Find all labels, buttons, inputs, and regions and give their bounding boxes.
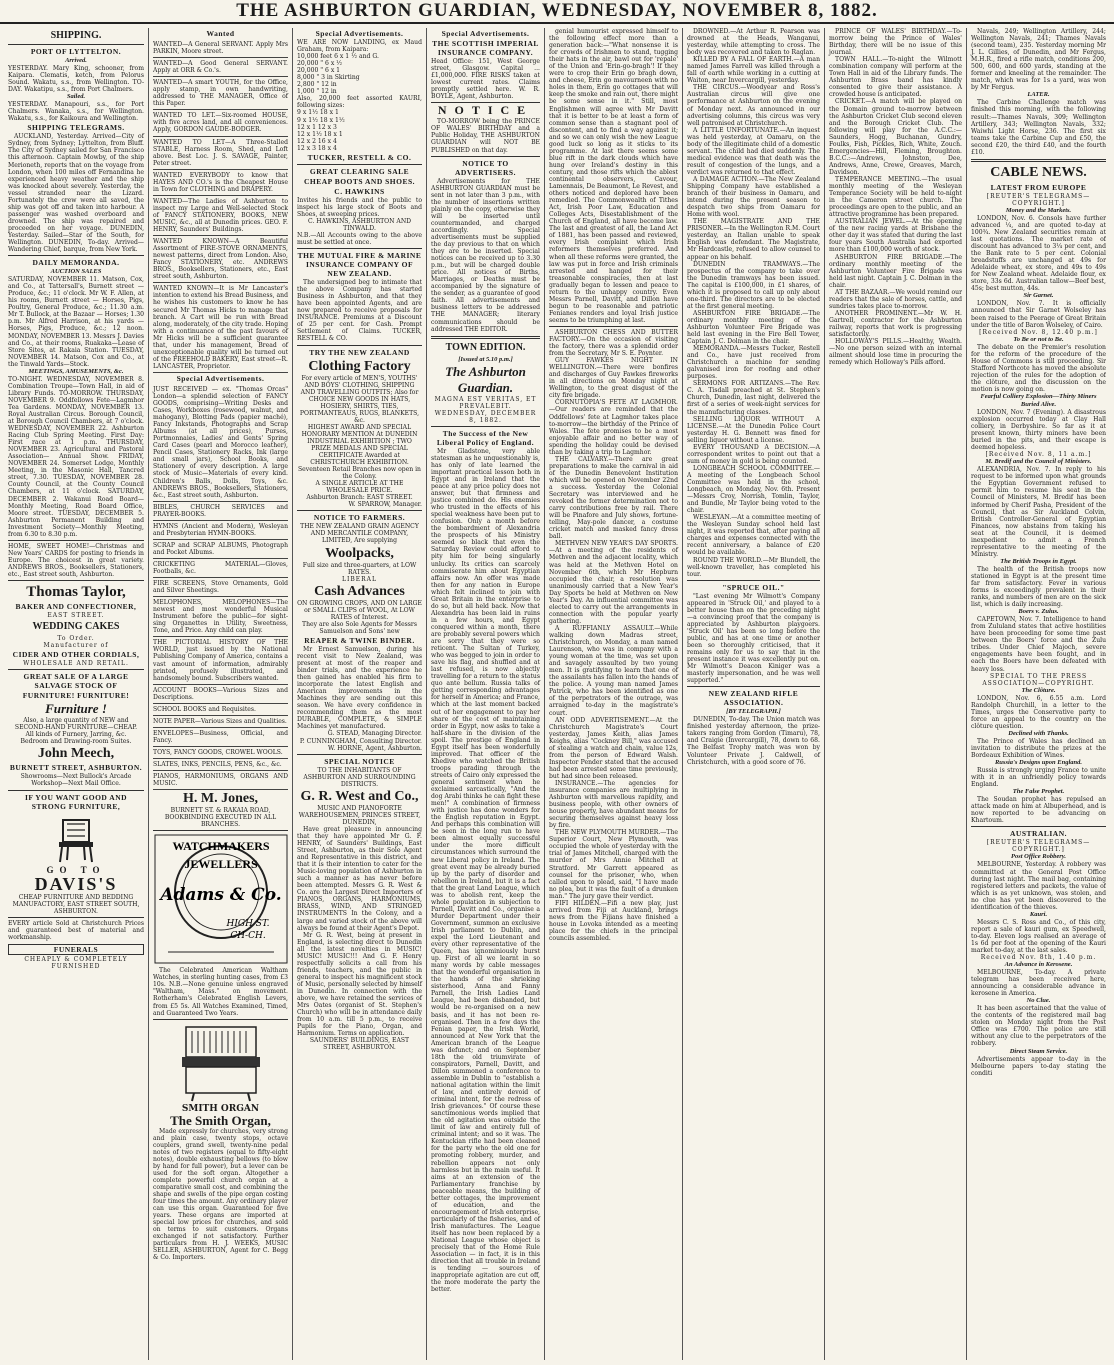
notice-body: TO-MORROW being the PRINCE OF WALES' BIRTHDAY and a Public Holiday, THE ASHBURTON GUARDIAN will NOT BE PUBLISHED on that day. bbox=[431, 118, 540, 154]
to-be-body: The debate on the Premier's resolution for the reform of the procedure of the House of Commons is still proceeding. Sir Stafford Northcote has moved the absolute rejection of the rules for the adoption of the clôture, and the discussion on the motion is now going on. bbox=[971, 343, 1106, 393]
timber-row: 2,800 " 12 in bbox=[297, 81, 337, 89]
kerosene-heading: An Advance in Kerosene. bbox=[1004, 961, 1073, 969]
single-article: A SINGLE ARTICLE AT THE WHOLESALE PRICE. bbox=[315, 480, 404, 495]
news-item: THE NEW PLYMOUTH MURDER.—The Superior Court, New Plymouth, was occupied the whole of yesterday with the trial of James Mitchell, charged with the murder of Mrs Annie Mitchell at Stratford. Mr Garrett appeared as counsel for the prisoner, who, when called upon to plead, said, "I have made no plea, but it was the fault of a drunken man." The jury gave their verdict. bbox=[549, 829, 678, 900]
post-robbery-body: MELBOURNE, Yesterday. A robbery was committed at the General Post Office during last night. The mail bag, containing registered letters and packets, the value of which is as yet unknown, was stolen, and no clue has yet been discovered to the identification of the thieves. bbox=[971, 861, 1106, 911]
cloture-body: LONDON, Nov. 6, 6.55 a.m. Lord Randolph Churchill, in a letter to the Times, urges the Conservative party to force an appeal to the country on the clôture question. bbox=[971, 694, 1106, 730]
meetings-body: TO-NIGHT. WEDNESDAY, NOVEMBER 8. Combination Troupe—Town Hall, in aid of Library Funds. TO-MORROW. THURSDAY, NOVEMBER 9. Oddfellows Fete—Lagmhor Tea Gardens. MONDAY, NOVEMBER 13. Royal Australian Circus. Borough Council, at Borough Council Chambers, at 7 o'clock. WEDNESDAY, NOVEMBER 22. Ashburton Racing Club Spring Meeting. First Day: First race at 1 p.m. THURSDAY, NOVEMBER 23. Agricultural and Pastoral Association— Annual Show. FRIDAY, NOVEMBER 24. Somerset Lodge, Monthly Meeting, in the Masonic Hall, Tancred street, 7.30. TUESDAY, NOVEMBER 28. County Council, at the County Council Chambers, at 11 o'clock. SATURDAY, DECEMBER 2. Wakanui Road Board—Monthly Meeting, Road Board Office, Moore street. TUESDAY, DECEMBER 5. Ashburton Permanent Building and Investment Society—Monthly Meeting, from 6.30 to 8.30 p.m. bbox=[8, 375, 144, 538]
high-st: HIGH ST. bbox=[225, 919, 270, 930]
great-clearing: GREAT CLEARING SALE bbox=[309, 166, 410, 176]
news-item: WESLEYAN.—At a committee meeting of the Wesleyan Sunday school held last night, it was reported that, after paying all charges and expenses connected with the recent anniversary, a balance of £20 would be available. bbox=[687, 514, 820, 557]
troops-body: The health of the British troops now stationed in Egypt is at the present time far from satisfactory. Fever in various forms is exceedingly prevalent in their ranks, and numbers of men are on the sick list, which is daily increasing. bbox=[971, 565, 1106, 609]
declined-body: The Prince of Wales has declined an invitation to distribute the prizes at the Bordeaux Exhibition of Wines. bbox=[971, 737, 1106, 759]
cash-advances: Cash Advances bbox=[314, 583, 405, 599]
wanted-ad-4 bbox=[153, 110, 288, 136]
seventeen-branches: Seventeen Retail Branches now open in the Colony. bbox=[297, 466, 421, 481]
news-item: EVERY THOUSAND A DECISION.—A correspondent writes to point out that a sum of money in gold is being counted. bbox=[687, 443, 820, 465]
taylor-name: Thomas Taylor, bbox=[26, 584, 126, 601]
woolpacks-sub: Full size and three-quarters, at LOW RATES. bbox=[302, 561, 417, 576]
column-6 bbox=[682, 28, 824, 1360]
wanted-ad-1 bbox=[153, 39, 288, 58]
received-note: [Received Nov. 8, 12.40 p.m.] bbox=[979, 328, 1098, 336]
wanted-text: WANTED—A Good General SERVANT. Apply at ORR & Co.'s. bbox=[153, 60, 288, 75]
to-order: To Order. bbox=[57, 635, 95, 643]
wedding-cakes: WEDDING CAKES bbox=[32, 621, 120, 633]
later-heading: LATER. bbox=[1027, 91, 1050, 99]
news-item: CORNUTOPIA'S FETE AT LAGMHOR.—Our readers are reminded that the Oddfellows' fete at Lagmhor takes place to-morrow—the birthday of the Prince of Wales. The fete promises to be a most enjoyable affair and no better way of spending the holiday could be devised than by taking a trip to Lagmhor. bbox=[549, 399, 678, 456]
special-notice: SPECIAL NOTICE bbox=[324, 756, 395, 766]
news-item: HOLLOWAY'S PILLS.—Healthy, Wealth.—No one person seized with an internal ailment should lose time in procuring the remedy which Holloway's Pills afford. bbox=[829, 338, 962, 367]
kauri-heading: Kauri. bbox=[1029, 910, 1048, 918]
account-books-text: ACCOUNT BOOKS—Various Sizes and Descriptions. bbox=[153, 686, 288, 701]
grain-agency: THE NEW ZEALAND GRAIN AGENCY AND MERCANTILE COMPANY, LIMITED, Are supplying bbox=[300, 523, 419, 545]
news-item: MEMORANDA.—Messrs Tucker, Restell and Co., have just received from Christchurch a machine for sending galvanised iron for roofing and other purposes. bbox=[687, 345, 820, 381]
wanted-ad-6 bbox=[153, 170, 288, 196]
column-3 bbox=[292, 28, 426, 1360]
adams-watchmakers-emblem bbox=[154, 834, 288, 964]
timber-row: 20,000 " 6 x 1 bbox=[297, 67, 341, 75]
timber-list bbox=[297, 53, 422, 95]
russia-body: Russia is strongly urging France to unite with it in an unfriendly policy towards England. bbox=[971, 767, 1106, 789]
stead-sig: G. STEAD, Managing Director. bbox=[327, 730, 422, 738]
news-item: INSURANCE.—The agencies for insurance companies are multiplying in Ashburton with marvellous rapidity, and business people, with other owners of house property, have abundant means for securing themselves against heavy loss by fire. bbox=[549, 779, 678, 830]
ch-ch: CH-CH. bbox=[229, 931, 266, 942]
wanted-ad-5 bbox=[153, 137, 288, 170]
bredif-body: ALEXANDRIA, Nov. 7. In reply to his request to be informed upon what grounds the Egyptian Government refused to permit him to resume his seat in the Council of Ministers, M. Bredif has been informed by Cherif Pasha, President of the Council, that as Sir Auckland Colvin, British Controller-General of Egyptian Finances, now abstains from taking his seat at the Council, it is deemed inexpedient to admit a French representative to the meeting of the Ministry. bbox=[971, 466, 1106, 558]
rifle-continued: Navals, 249; Wellington Artillery, 244; Wellington Navals, 241; Thames Navals (second team), 235. Yesterday morning Mr J. L. Gillies, of Dunedin, and Mr Fergus, M.H.R., fired a rifle match, conditions 200, 500, 600, and 600 yards, standing at the former and kneeling at the remainder. The match, which was for 1s a yard, was won by Mr Fergus. bbox=[971, 28, 1106, 92]
showrooms: Showrooms—Next Bullock's Arcade Workshop—Next Mail Office. bbox=[20, 773, 132, 788]
bedroom: Bedroom and Drawing-room Suites. bbox=[20, 738, 132, 746]
wanted-text: WANTED TO LET—A Three-Stalled STABLE, Harness Room, Shed, and Loft above. Best Loc. J. S. SAVAGE, Painter, Peter street. bbox=[153, 138, 288, 167]
rifle-association-heading: NEW ZEALAND RIFLE ASSOCIATION. bbox=[708, 689, 799, 708]
meetings-heading: MEETINGS, AMUSEMENTS, &c. bbox=[28, 367, 124, 375]
spruce-oil-body: "Last evening Mr Wilmott's Company appeared in 'Struck Oil,' and played to a better house than on the preceding night—a convincing proof that the company is appreciated by Ashburton playgoers. 'Struck Oil' has been so long before the public, and has at one time or another been so thoroughly criticised, that it remains only for us to say that in the present instance it was excellently put on. Mr Wilmott's Deacon Kiniger was a masterly impersonation, and he was well supported." bbox=[687, 592, 820, 685]
news-item: AUSTRALIAN JEWEL.—At the opening of the new racing yards at Brisbane the other day it was stated that during the last four years South Australia had exported more than £100,000 worth of stock. bbox=[829, 218, 962, 254]
news-item: KILLED BY A FALL OF EARTH.—A man named James Farrell was killed through a fall of earth while working in a cutting at Waiton, near Invercargill, yesterday. bbox=[687, 56, 820, 85]
chess-factory: ASHBURTON CHESS AND BUTTER FACTORY.—On the occasion of visiting the factory, there was a splendid order from the Secretary, Mr S. E. Poynter. bbox=[549, 328, 678, 358]
hawkins-body: Invites his friends and the public to inspect his large stock of Boots and Shoes, at sweeping prices. bbox=[297, 196, 422, 218]
smith-organ-illustration bbox=[176, 1023, 266, 1103]
news-item: AT THE BAZAAR.—We would remind our readers that the sale of horses, cattle, and sundries takes place to-morrow. bbox=[829, 288, 962, 310]
jones-name: H. M. Jones, bbox=[182, 791, 259, 807]
news-item: ASHBURTON FIRE BRIGADE.—The ordinary monthly meeting of the Ashburton Volunteer Fire Brigade was held last evening in the Fire Bell Tower, Captain J. C. Dolman in the chair. bbox=[687, 309, 820, 346]
arrived-heading: Arrived. bbox=[65, 57, 87, 64]
news-item: THE CIRCUS.—Woodyear and Ross's Australian circus will give one performance at Ashburton on the evening of Monday next. As announced in our advertising columns, this circus was very well patronised at Christchurch. bbox=[687, 84, 820, 127]
sparrow-sig: W. SPARROW, Manager. bbox=[348, 501, 422, 509]
notice-farmers: NOTICE TO FARMERS. bbox=[313, 513, 406, 523]
town-edition-heading: TOWN EDITION. bbox=[445, 341, 526, 353]
melophones-text: MELOPHONES, MELOPHONES—The newest and most wonderful Musical Instrument before the public—for sight-sing Organettes in Utility, Sweetness, Tone, and Price. Any child can play. bbox=[153, 599, 288, 635]
masthead bbox=[0, 0, 1114, 24]
bibles-text: BIBLES, CHURCH SERVICES and PRAYER-BOOKS. bbox=[153, 503, 288, 518]
by-telegraph: [BY TELEGRAPH.] bbox=[726, 708, 781, 716]
meech-name: John Meech, bbox=[37, 746, 115, 762]
smith-organ-caption: SMITH ORGAN bbox=[181, 1103, 260, 1114]
taylor-street: EAST STREET. bbox=[47, 612, 105, 620]
pianos-ad bbox=[153, 771, 288, 790]
news-item: ASHBURTON FIRE BRIGADE.—The ordinary monthly meeting of the Ashburton Volunteer Fire Brigade was held last night. Captain J. C. Dolman in the chair. bbox=[829, 253, 962, 289]
funerals: FUNERALS bbox=[8, 944, 144, 955]
direct-steam-heading: Direct Steam Service. bbox=[1009, 1047, 1068, 1055]
timber-row: 1,000 " 12 in bbox=[297, 88, 337, 96]
sailed-body: YESTERDAY. Manapouri, s.s., for Port Chalmers. Wanaka, s.s., for Wellington. Wakatu, s.s., for Kaikoura and Wellington. bbox=[8, 101, 144, 123]
toys-ad bbox=[153, 747, 288, 759]
leader-continued: genial humourist expressed himself to the following effect more than a generation back:—"What nonsense it is for crowds of Irishmen to stand, tugging their hats in the air, bawl out for 'repale' of the Union and 'Erin-go-bragh'! If they were to crop their Erin go bragh down, and cheese, Erin go mavourneen with no holes in them, Erin go cottages that will keep the smoke and rain out, there might be some sense in it." Still, most Englishmen will agree with Mr Davitt that it is better to be at least a form of common sense than a stagnant pool of discontent, and to find a way against it; and so we can only wish the new League good luck so long as it sticks to its programme. At last there seems some blue rift in the dark clouds which have hung over Ireland's destiny in this century, and those rifts which the ablest continental observers, Cavour, Lamennais, De Beaumont, Le Revest, and others noticed and deplored have been remedied. The Commonwealth of Tithes Act, Irish Poor Law, Education and Colleges Acts, Disestablishment of the Church of England, all have become law. The last and greatest of all, the Land Act of 1881, has been passed and reviewed, every Irish complaint which Irish reformers themselves preferred. And when all these reforms were granted, the law was put in force and Irish criminals arrested and hanged for their treasonable conspiracies, then at last gradually began to lessen and peace to return to the unhappy country. Even Messrs Parnell, Davitt, and Dillon have begun to be reasonable and patriotic Fenianes renders and loyal Irish justice seems to be triumphing at last. bbox=[549, 28, 679, 324]
wholesale: WHOLESALE AND RETAIL. bbox=[23, 660, 129, 668]
newspaper-page bbox=[8, 28, 1106, 1360]
note-paper-text: NOTE PAPER—Various Sizes and Qualities. bbox=[153, 717, 287, 725]
try-nz: TRY THE NEW ZEALAND bbox=[309, 347, 410, 357]
furniture-heading: FURNITURE! FURNITURE! bbox=[22, 691, 130, 701]
watchmakers-arc: WATCHMAKERS bbox=[171, 839, 270, 854]
timber-row: 12 x 2 16 x 4 bbox=[297, 137, 337, 145]
special-ads-heading: Special Advertisements. bbox=[441, 29, 530, 38]
special-ads-heading: Special Advertisements. bbox=[176, 373, 265, 383]
pictorial-ad bbox=[153, 637, 288, 684]
daily-memoranda-heading: DAILY MEMORANDA. bbox=[32, 258, 120, 268]
wanted-text: WANTED—A smart YOUTH, for the Office, apply stamp, in own handwriting, addressed to THE MANAGER, Office of this Paper. bbox=[153, 79, 288, 108]
timber-note: Also, 20,000 feet assorted KAURI, following sizes: bbox=[297, 95, 422, 110]
landing-text: WE ARE NOW LANDING, ex Maud Graham, from Kaipara: bbox=[297, 39, 422, 54]
column-5 bbox=[544, 28, 682, 1360]
timber-sizes bbox=[297, 109, 422, 151]
jones-sub: BURNETT ST. & RAKAIA ROAD, BOOKBINDING EXECUTED IN ALL BRANCHES. bbox=[164, 807, 277, 829]
ashburton-branch: Ashburton Branch: EAST STREET. bbox=[306, 494, 413, 502]
taylor-trade: BAKER AND CONFECTIONER, bbox=[15, 602, 137, 612]
column-4 bbox=[426, 28, 544, 1360]
school-books-text: SCHOOL BOOKS and Requisites. bbox=[153, 705, 256, 713]
wanted-text: WANTED KNOWN—It is Mr Lancaster's intention to extend his Bread Business, and he wishes his customers to know he has secured Mr Thomas Hicks to manage that branch. A Cart will be run with Bread along, moderately, of the city trade. Hoping with a continuance of the past favours of Mr Hicks will be a sufficient guarantee that, under his management, Bread of unexceptionable quality will be turned out of the FREEHOLD BAKERY, East street—R. LANCASTER, Proprietor. bbox=[153, 285, 288, 370]
furniture-display: Furniture ! bbox=[45, 701, 107, 717]
west-sub: MUSIC AND PIANOFORTE WAREHOUSEMEN, PRINCES STREET, DUNEDIN, bbox=[298, 804, 421, 826]
troops-heading: The British Troops in Egypt. bbox=[1000, 557, 1077, 565]
mutual-body: The undersigned beg to intimate that the above Company has started Business in Ashburton, and that they have been appointed Agents, and are now prepared to receive proposals for INSURANCE. Premiums at a Discount of 25 per cent. for Cash. Prompt Settlement of Claims. TUCKER, RESTELL & CO. bbox=[297, 279, 422, 343]
news-item: ANOTHER PROMINENT.—Mr W. H. Gartrell, contractor for the Ashburton railway, reports that work is progressing satisfactorily. bbox=[829, 309, 962, 339]
wanted-ad-3 bbox=[153, 77, 288, 110]
kauri-body: Messrs C. S. Ross and Co., of this city, report a sale of kauri gum, ex Speedwell, to-day. Eleven logs realised an average of 1s 6d per foot at the opening of the Kauri market to-day, at the last sales. bbox=[971, 918, 1106, 954]
auction-heading: AUCTION SALES bbox=[50, 268, 102, 276]
money-markets-body: LONDON, Nov. 6. Consols have further advanced ¼, and are quoted to-day at 100¾. New Zealand securities remain at last quotations. The market rate of discount has advanced to 3¼ per cent, and the Bank rate to 5 per cent. Colonial breadstuffs are unchanged at 49s for Adelaide wheat, ex store, and 49s to 49s for New Zealand wheat. Adelaide flour, ex store, 33s 6d. Australian tallow—Beef best, 45s; best mutton, 44s. bbox=[971, 214, 1106, 293]
news-item: AN ODD ADVERTISEMENT.—At the Christchurch Magistrate's Court yesterday, James Keith, alias James Keighs, alias "Cockney Bill," was accused of stealing a watch and chain, value 12s, from the person of Edward Walsh. Inspector Pender stated that the accused had been arrested some time previously, but had since been released. bbox=[549, 716, 678, 780]
cricketing-ad bbox=[153, 559, 288, 578]
wanted-heading: Wanted bbox=[206, 29, 235, 38]
colliery-heading: Fearful Colliery Explosion—Thirty Miners Buried Alive. bbox=[980, 392, 1097, 408]
shipping-heading: SHIPPING. bbox=[50, 30, 102, 41]
waltham-text: The Celebrated American Waltham Watches, in sterling hunting cases, from £3 10s. N.B.—None genuine unless engraved "Waltham, Mass." on movement. Rotherham's Celebrated English Levers, from £5 5s. All Watches Examined, Timed, and Guaranteed Two Years. bbox=[153, 967, 288, 1017]
news-item: A DAMAGE ACTION.—The New Zealand Shipping Company have established a branch of their business in Oamaru, and intend during the present season to despatch two ships from Oamaru for Home with wool. bbox=[687, 175, 820, 219]
slates-ad bbox=[153, 759, 288, 771]
sailed-heading: Sailed. bbox=[66, 93, 86, 101]
cheap-boots: CHEAP BOOTS AND SHOES. bbox=[303, 176, 416, 186]
sir-garnet-body: LONDON, Nov. 7. It is officially announced that Sir Garnet Wolseley has been raised to the Peerage of Great Britain under the title of Baron Wolseley, of Cairo. bbox=[971, 300, 1106, 329]
news-item: FIFI HILDEN.—Fifi a new play, just arrived from Fiji at Auckland, brings news from the Fijians have finished a house in Lovoka intended as a meeting place for the chiefs in the principal councils assembled. bbox=[549, 899, 678, 942]
timber-row: 12 x 1½ 18 x 1 bbox=[297, 130, 343, 138]
notice-advertisers-heading: NOTICE TO ADVERTISERS. bbox=[455, 158, 516, 177]
meech-address: BURNETT STREET, ASHBURTON. bbox=[9, 763, 143, 773]
davis-name: DAVIS'S bbox=[34, 873, 118, 894]
note-paper-ad bbox=[153, 716, 288, 728]
news-item: PRINCE OF WALES' BIRTHDAY.—To-morrow being the Prince of Wales' Birthday, there will be no issue of this journal. bbox=[829, 28, 962, 57]
cable-news-heading: CABLE NEWS. bbox=[990, 164, 1087, 180]
hawkins-sig: C. HAWKINS, ASHBURTON AND TINWALD. bbox=[307, 217, 412, 232]
timber-row: 8,000 " 3 in Skirting bbox=[297, 74, 360, 82]
slates-text: SLATES, INKS, PENCILS, PENS, &c., &c. bbox=[153, 760, 282, 768]
clothing-factory: Clothing Factory bbox=[308, 358, 411, 374]
wanted-text: WANTED KNOWN—A Beautiful Assortment of FIRE-STOVE ORNAMENTS, newest patterns, direct from London. Also, Fancy STATIONERY, etc. ANDREWS BROS., Booksellers, Stationers, etc., East street south, Ashburton. bbox=[153, 238, 288, 281]
if-you-want: IF YOU WANT GOOD AND STRONG FURNITURE, bbox=[24, 792, 128, 811]
toys-text: TOYS, FANCY GOODS, CROWEL WOOLS. bbox=[153, 748, 283, 756]
news-item: LONGBEACH SCHOOL COMMITTEE.—A meeting of the Longbeach School Committee was held in the school, Longbeach, on Monday, Nov. 6th. Present—Messrs Croy, Norrish, Tomlin, Taylor, and Bundle, Mr Taylor being voted to the chair. bbox=[687, 464, 820, 515]
bredif-heading: M. Bredif and the Council of Ministers. bbox=[985, 458, 1092, 466]
leader-body: Mr Gladstone, very able statesman as he unquestionably is, has only of late learned the important practical lesson both in Egypt and in Ireland that the peace at any price policy does not answer, but that firmness and justice combined do. His enemies who trusted in the effects of his special weakness have been put to confusion. Only a month before the bombardment of Alexandria the prospects of his Ministry seemed so black that even the Saturday Review could afford to pity him for being singularly unlucky. Its critics can scarcely commiserate him about Egyptian affairs now. An offer was made then for any nation in Europe which felt inclined to join with Great Britain in the enterprise to do so, but all held back. Now that Alexandria has been laid in ruins in a few hours, and Egypt conquered within a month, there are probably several powers which are sorry that they were so reticent. The Sultan of Turkey, who was begged to join in order to save his flag, and shuffled and at last refused, is now abjectly travelling for a return to the status quo ante bellum. Russia talks of getting corresponding advantages for herself in America; and France, which at the last moment backed out of her engagement to pay her share of the cost of maintaining order in Egypt, now asks to take a half-share in the division of the spoil. The prestige of England in Egypt itself has been wonderfully improved. That officer of the Khedive who watched the British troops parading through the streets of Cairo only expressed the general sentiment when he exclaimed sarcastically, "And the dog Arabi thinks he can fight these men!" A combination of firmness with justice has done wonders for the English reputation in Egypt. And perhaps this combination will be seen in the long run to have been almost equally successful under the more difficult circumstances which surround the new Liberal policy in Ireland. The great event may be already buried up by the party of disorder and rebellion in Ireland, but it is a fact that the great Land League, which was to abolish rent, keep the whole population in subjection to Parnell, Davitt and Co., organise a Murder Department under their Government, summon an exclusive Irish parliament to Dublin, and expel the Lord Lieutenant and every other representative of the Queen, has ignominiously burst up. First of all we learnt in so many words by cable messages that the wonderful organisation in the hands of the shrieking sisterhood, Anna and Fanny Parnell, the Irish Ladies Land League, had been disbanded, but would be re-organised on a new basis, and it has not been re-organised. Then in a few days the Fenian paper, the Irish World, announced at New York that the American branch of the League was defunct; and on September 18th the old triumvirate of conspirators, Parnell, Davitt, and Dillon summoned a conference to assemble in Dublin to "establish a national agitation within the limit of law, and entirely devoid of criminal intent, for the redress of Irish grievances." Of course these sanctimonious words implied that the old agitation was outside the limit of law and entirely full of criminal intent; and so it was. The Kentuckian rifle had been cleaned for the party who the old one for promoting robbery, murder, and rebellion appears not only harmless but in the main useful. It aims at an extension of the Parliamentary franchise by peaceable means, the building of better cottages, the improvement of education, and the encouragement of Irish enterprise, particularly of the fisheries, and of Irish manufactures. The League itself has now been replaced by a National League whose object is precisely that of the Home Rule Association — in fact, it is in this direction that all trouble in Ireland is tending — sources of inappropriate agitation are cut off, the more moderate the party the better. bbox=[431, 447, 540, 1294]
wanted-ad-2 bbox=[153, 58, 288, 77]
pianos-text: PIANOS, HARMONIUMS, ORGANS AND MUSIC. bbox=[153, 773, 288, 788]
port-heading: PORT OF LYTTELTON. bbox=[30, 47, 122, 56]
wanted-text: WANTED TO LET.—Six-roomed HOUSE, with five acres land, and all conveniences. Apply, GORDON GAUDE-BODGER. bbox=[153, 112, 288, 134]
wanted-text: WANTED—The Ladies of Ashburton to inspect my Large and Well-selected Stock of FANCY STATIONERY, BOOKS, NEW MUSIC, &c., all at Dunedin prices. GEO. F. HENRY, Saunders' Buildings. bbox=[153, 197, 288, 234]
hymns-text: HYMNS (Ancient and Modern), Wesleyan and Presbyterian HYMN-BOOKS. bbox=[153, 522, 288, 537]
boers-heading: Boers v. Zulus. bbox=[1018, 608, 1059, 616]
news-item: THE CALVARY.—There are great preparations to make the carnival in aid of the Dunedin Benevolent Institution which will be opened on November 22nd a success. Yesterday the Colonial Secretary was interviewed and he revoked the former determination not to carry contributions free by rail. There will be Pinafore and July shows, fortune-telling, May-pole dancer, a costume cricket match and masked fancy dress ball. bbox=[549, 455, 678, 541]
column-7 bbox=[824, 28, 966, 1360]
boers-body: CAPETOWN, Nov. 7. Intelligence to hand from Zululand states that active hostilities have been proceeding for some time past between the Boers' force and the Zulu tribes. Under Chief Majoch, severe engagements have been fought, and in each the Boers have been defeated with heavy loss. bbox=[971, 616, 1106, 673]
guardian-title: The Ashburton Guardian. bbox=[445, 363, 526, 395]
school-books-ad bbox=[153, 704, 288, 716]
smith-organ-body: Made expressly for churches, very strong and plain case, twenty stops, octave couplers, grand swell, twenty-nine pedal notes of two registers (equal to fifty-eight notes), double exhausting bellows (to blow by hand for full power), but a lever can be used for the soft organ. Altogether a complete powerful church organ at a comparative small cost, and combining the shape and swells of the pipe organ costing four times the amount. Any ordinary player can use this organ. Guaranteed for five years. These organs are imported at special low prices for churches, and sold on terms to suit customers. Organs exchanged if not satisfactory. Further particulars from H. J. WEEKS, MUSIC SELLER, ASHBURTON, Agent for C. Begg & Co. Importers. bbox=[153, 1127, 288, 1262]
scrap-text: SCRAP and SCRAP ALBUMS, Photograph and Pocket Albums. bbox=[153, 541, 288, 556]
column-2 bbox=[148, 28, 292, 1360]
jewellers-label: JEWELLERS bbox=[183, 857, 258, 872]
fire-screens-ad bbox=[153, 578, 288, 597]
declined-heading: Declined with Thanks. bbox=[1008, 729, 1069, 737]
samuelson-text: Mr Ernest Samuelson, during his recent visit to New Zealand, was present at most of the reaper and binder trials, and the experience he then gained has enabled his firm to incorporate the latest English and American improvements in the Machines they are sending out this season. We have every confidence in recommending them as the most DURABLE, COMPLETE, & SIMPLE Machines yet manufactured. bbox=[297, 645, 422, 731]
shipping-telegrams-heading: SHIPPING TELEGRAMS. bbox=[27, 123, 125, 133]
reuters-copyright-2: [REUTER'S TELEGRAMS—COPYRIGHT.] bbox=[986, 839, 1091, 854]
mutual-heading: THE MUTUAL FIRE & MARINE INSURANCE COMPANY OF NEW ZEALAND. bbox=[297, 251, 422, 279]
column-8 bbox=[966, 28, 1106, 1360]
received-note-3: Received Nov. 8th, 1.40 p.m. bbox=[980, 954, 1097, 962]
just-received-text: JUST RECEIVED — ex. "Thomas Orcas" London—a splendid selection of FANCY GOODS, comprising—Writing Desks and Cases, Workboxes (rosewood, walnut, and mahogany), Blotting Pads (papier maché), Fancy Inkstands, Photographs and Scrap Albums (at all prices), Purses, Portmonnaies, Ladies' and Gents' Spring Card Cases (pearl and Morocco leather), Pencil Cases, Stationery Racks, Ink (large and small jars), School Books, and Stationery of every description. A large stock of Music—Materials of every kind. Children's Balls, Dolls, Toys, &c. ANDREWS BROS., Booksellers, Stationers, &c., East street south, Ashburton. bbox=[153, 385, 288, 499]
clothing-body: For every article of MEN'S, YOUTHS' AND BOYS' CLOTHING, SHIPPING AND TRAVELLING OUTFITS; Also for CHOICE NEW GOODS IN HATS, HOSIERY, SHIRTS, TIES, PORTMANTEAUS, RUGS, BLANKETS, &c. bbox=[299, 374, 420, 424]
false-prophet-body: The Soudan prophet has repulsed an attack made on him at Albuperhead, and is now reported to be advancing on Khartoum. bbox=[971, 796, 1106, 825]
hawkins-nb: N.B.—All Accounts owing to the above must be settled at once. bbox=[297, 231, 422, 247]
cricketing-text: CRICKETING MATERIAL—Gloves, Footballs, &c. bbox=[153, 560, 288, 575]
highest-award: HIGHEST AWARD AND SPECIAL HONORARY MENTION At DUNEDIN INDUSTRIAL EXHIBITION ; TWO PRIZE MEDALS AND SPECIAL CERTIFICATE Awarded at CHRISTCHURCH EXHIBITION. bbox=[301, 423, 418, 467]
timber-row: 20,000 " 6 x ½ bbox=[297, 60, 343, 68]
news-item: SERMONS FOR ARTIZANS.—The Rev. C. A. Tisdall preached at St. Stephen's Church, Dunedin, last night, delivered the first of a series of week-night services for the manufacturing classes. bbox=[687, 380, 820, 416]
masthead-title: THE ASHBURTON GUARDIAN, WEDNESDAY, NOVEMBER 8, 1882. bbox=[236, 0, 878, 21]
envelopes-ad bbox=[153, 728, 288, 747]
pictorial-text: THE PICTORIAL HISTORY OF THE WORLD, just issued by the National Publishing Company of America, contains a vast amount of information, admirably printed, profusely illustrated, and handsomely bound. Subscribers wanted. bbox=[153, 639, 288, 682]
issued-at: [Issued at 5.10 p.m.] bbox=[458, 355, 513, 363]
west-body: Have great pleasure in announcing that they have appointed Mr G. F. HENRY, of Saunders' Buildings, East Street, Ashburton, as their Sole Agent and Representative in this district, and that it is their intention to cater for the Music-loving population of Ashburton in such a manner as has never before been attempted. Messrs G. R. West & Co. are the Largest Direct Importers of PIANOS, ORGANS, HARMONIUMS, BRASS, WIND, AND STRINGED INSTRUMENTS In the Colony, and a large and varied stock of the above will always be found at their Agent's Depot. bbox=[297, 825, 422, 932]
special-ads-heading: Special Advertisements. bbox=[315, 29, 404, 38]
also-new: Also, a large quantity of NEW and SECOND-HAND FURNITURE—CHEAP. bbox=[14, 717, 138, 732]
arrived-body: YESTERDAY. Mary King, schooner, from Kaipara. Clematis, ketch, from Pelorus Sound. Wakatu, s.s., from Wellington. TO-DAY. Wakatipu, s.s., from Port Chalmers. bbox=[8, 65, 144, 94]
west-name: G. R. West and Co., bbox=[300, 788, 419, 804]
chair-illustration bbox=[41, 814, 111, 864]
sole-agents: They are also Sole Agents for Messrs Samuelson and Sons' new bbox=[302, 620, 417, 635]
kerosene-body: MELBOURNE, To-day. A private telegram has been received here, announcing a considerable advance in kerosene in America. bbox=[971, 969, 1106, 998]
horne-sig: W. HORNE, Agent, Ashburton. bbox=[328, 744, 422, 752]
money-markets-heading: Money and the Markets. bbox=[1005, 206, 1072, 214]
wanted-ad-9 bbox=[153, 283, 288, 373]
australian-heading: AUSTRALIAN. bbox=[1010, 829, 1067, 839]
timber-row: 9 x 1½ 18 x 1 bbox=[297, 109, 339, 117]
envelopes-text: ENVELOPES—Business, Official, and Fancy. bbox=[153, 729, 288, 744]
news-item: A LITTLE UNFORTUNATE.—An inquest was held yesterday, at Oamaru, on the body of the illegitimate child of a domestic servant. The child had died suddenly. The medical evidence was that death was the result of congestion of the lungs, and a verdict was returned to that effect. bbox=[687, 126, 820, 176]
to-inhabitants: TO THE INHABITANTS OF ASHBURTON AND SURROUNDING DISTRICTS. bbox=[303, 766, 416, 788]
account-books-ad bbox=[153, 685, 288, 704]
received-note-2: [Received Nov. 8, 11 a.m.] bbox=[985, 451, 1092, 459]
home-sweet-home-ad: HOME, SWEET HOME!—Christmas and New Years' CARDS for posting to friends in Europe. The choicest in great variety. ANDREWS BROS., Booksellers, Stationers, etc., East street south, Ashburton. bbox=[8, 542, 144, 578]
davis-body: CHEAP FURNITURE AND BEDDING MANUFACTORY, EAST STREET SOUTH, ASHBURTON. bbox=[12, 893, 140, 915]
shipping-telegrams-body: AUCKLAND, Yesterday. Arrived—City of Sydney, from Sydney; Lyttelton, from Bluff. The City of Sydney sailed for San Francisco this afternoon. Captain Mowby, of the ship Merioneth, reports that on the voyage from London, when 100 miles off Fernandina he experienced heavy weather and the ship was knocked about severely. Yesterday, the vessel stranded near the Lizard. Fortunately the crew were all saved, the ship was got off and taken into harbour. A passenger was washed overboard and drowned. The ship was repaired and proceeded on her voyage. DUNEDIN, Yesterday. Sailed—Star of the South, for Wellington. DUNEDIN, To-day. Arrived—Wandering Chief, barque, from New York. bbox=[8, 133, 144, 254]
smith-organ-title: The Smith Organ, bbox=[170, 1112, 271, 1128]
to-be-heading: To Be or not to Be. bbox=[1013, 335, 1064, 343]
woolpacks: Woolpacks, bbox=[325, 545, 394, 561]
colliery-body: LONDON, Nov. 7 (Evening). A disastrous explosion occurred today at Clay Hall colliery, in Derbyshire. So far as it at present known, thirty miners have been buried in the pits, and their escape is deemed hopeless. bbox=[971, 408, 1106, 452]
manufacturer: Manufacturer of bbox=[43, 642, 109, 650]
news-item: THE MAGISTRATE AND THE PRISONER.—In the Wellington R.M. Court yesterday, an Italian unable to speak English was defendant. The Magistrate, Mr Hardcastle, refused to allow counsel to appear on his behalf. bbox=[687, 218, 820, 261]
cunningham-sig: P. CUNNINGHAM, Consulting Director. bbox=[299, 737, 422, 745]
cloture-heading: The Clôture. bbox=[1021, 686, 1056, 694]
news-item: TOWN HALL.—To-night the Wilmott combination company will perform at the Town Hall in aid of the Library funds. The Ashburton Brass band has kindly consented to give their assistance. A crowded house is anticipated. bbox=[829, 56, 962, 99]
all-kinds: All kinds of Furnery, Jarring, &c. bbox=[25, 731, 127, 739]
timber-row: 10,000 feet 6 x 1 ½ and G. bbox=[297, 53, 379, 61]
column-1 bbox=[8, 28, 148, 1360]
every-article: EVERY article Sold at Christchurch Prices and guaranteed best of material and workmanship. bbox=[8, 919, 144, 941]
spruce-oil-heading: "SPRUCE OIL." bbox=[722, 582, 785, 592]
cash-sub: ON GROWING CROPS, AND ON LARGE or SMALL CLIPS of WOOL, At LOW RATES of Interest. bbox=[297, 599, 422, 621]
adams-script: Adams & Co. bbox=[159, 885, 282, 906]
reaper-binder: REAPER & TWINE BINDER. bbox=[304, 635, 415, 645]
wanted-text: WANTED—A General SERVANT. Apply Mrs PARKIN, Moore street. bbox=[153, 41, 288, 56]
news-item: TEMPERANCE MEETING.—The usual monthly meeting of the Wesleyan Temperance Society will be held to-night in the Cameron street church. The proceedings are open to the public, and an attractive programme has been prepared. bbox=[829, 175, 962, 219]
cider: CIDER AND OTHER CORDIALS, bbox=[12, 650, 140, 660]
news-item: DROWNED.—At Arthur R. Pearson was drowned at the Heads, Wanganui, yesterday, while attempting to cross. The body was recovered and taken to Raglan. bbox=[687, 28, 820, 57]
motto: MAGNA EST VERITAS, ET PREVALEBIT. bbox=[434, 395, 537, 410]
scrap-ad bbox=[153, 540, 288, 559]
timber-row: 12 x 3 18 x 4 bbox=[297, 144, 337, 152]
notice-advertisers-body: Advertisements for THE ASHBURTON GUARDIAN must be sent in not later than 3 p.m., with the number of insertions written plainly on the copy, otherwise they will be inserted until countermanded, and charged accordingly. Special advertisements must be supplied the day previous to that on which they are to be inserted. Special notices can be received up to 3.30 p.m., but will be charged double price. All notices of Births, Marriages, or Deaths must be accompanied by the signature of the sender, as a guarantee of good faith. All advertisements and business letters to be addressed THE MANAGER; literary communications should be addressed THE EDITOR. bbox=[431, 177, 540, 333]
wanted-ad-7 bbox=[153, 196, 288, 236]
just-received-ad bbox=[153, 384, 288, 502]
timber-row: 9 x 1½ 18 x 1½ bbox=[297, 116, 345, 124]
edition-date: WEDNESDAY, DECEMBER 8, 1882. bbox=[434, 409, 537, 424]
timber-row: 12 x 1 12 x 3 bbox=[297, 123, 337, 131]
bibles-ad bbox=[153, 502, 288, 521]
scottish-body: Head Office: 151, West George street, Glasgow. Capital ... £1,000,000. FIRE RISKS taken at lowest current rates. Claims promptly settled here. W. R. BOYLE, Agent, Ashburton. bbox=[431, 58, 540, 101]
news-item: A RUFFIANLY ASSAULT.—While walking down Madras street, Christchurch, on Monday, a man named Laurenson, who was in company with a young woman at the time, was set upon and savagely assaulted by two young men. It is gratifying to learn that one of the assailants has fallen into the hands of the police. A young man named James Patrick, who has been identified as one of the perpetrators of the outrage, was arraigned to-day in the magistrate's court. bbox=[549, 624, 678, 717]
russia-heading: Russia's Designs upon England. bbox=[994, 759, 1083, 767]
hawkins-name: C. HAWKINS bbox=[334, 186, 385, 196]
false-prophet-heading: The False Prophet. bbox=[1012, 788, 1065, 796]
no-clue-heading: No Clue. bbox=[1026, 997, 1051, 1005]
sir-garnet-heading: Sir Garnet. bbox=[1023, 292, 1054, 300]
news-item: CRICKET.—A match will be played on the Domain ground to-morrow between the Ashburton Cricket Club second eleven and the Borough Cricket Club. The following will play for the A.C.C.:—Saunders, Hogg, Buchanan, Gundry, Foulks, Fish, Pickles, Rich, White, Zouch. Emergencies—Hill, Fleming, Broughton. B.C.C.:—Andrews, Johnston, Dee, Andrews, Anne, Crewe, Greaves, March, Davidson. bbox=[829, 98, 962, 176]
henry-text: Mr G. R. West, being at present in England, is selecting direct to Dunedin all the latest novelties in MUSIC! MUSIC! MUSIC!!! And G. F. Henry respectfully solicits a call from his friends, teachers, and the public in general to inspect his magnificent stock of Music, personally selected by himself in Dunedin. In connection with the above, we have retained the services of Mrs Oates (organist of St. Stephen's Church) who will be in attendance daily from 10 a.m. till 5 p.m., to receive Pupils for the Piano, Organ, and Harmonium. Terms on application. bbox=[297, 931, 422, 1038]
fire-screens-text: FIRE SCREENS, Stove Ornaments, Gold and Silver Sheetings. bbox=[153, 580, 288, 595]
news-item: GUY FAWKES NIGHT IN WELLINGTON.—There were bonfires and discharges of Guy Fawkes fireworks in all directions on Monday night at Wellington, to the great disgust of the city fire brigade. bbox=[549, 357, 678, 400]
saunders-sig: SAUNDERS' BUILDINGS, EAST STREET, ASHBURTON. bbox=[309, 1037, 410, 1052]
hymns-ad bbox=[153, 521, 288, 540]
notice-heading: NOTICE bbox=[437, 103, 534, 118]
scottish-heading: THE SCOTTISH IMPERIAL INSURANCE COMPANY. bbox=[432, 39, 539, 57]
go-to: GO TO bbox=[46, 864, 106, 875]
liberal: LIBERAL bbox=[342, 575, 377, 583]
melophones-ad bbox=[153, 597, 288, 637]
special-press: SPECIAL TO THE PRESS ASSOCIATION—COPYRIGHT. bbox=[982, 672, 1095, 687]
direct-steam-body: Advertisements appear to-day in the Melbourne papers to-day stating the conditi bbox=[971, 1055, 1106, 1077]
rifle-association-body: DUNEDIN, To-day. The Union match was finished yesterday afternoon, the prize-takers ranging from Gordon (Timaru), 78, and Craigie (Invercargill), 78, down to 68. The Belfast Trophy match was won by Volunteer Private J. Caldwell, of Christchurch, with a good score of 76. bbox=[687, 716, 820, 766]
latest-from-europe: LATEST FROM EUROPE bbox=[990, 182, 1087, 192]
news-item: METHVEN NEW YEAR'S DAY SPORTS.—At a meeting of the residents of Methven and the adjacent locality, which was held at the Methven Hotel on November 6th, which Mr Hepburn occupied the chair, a resolution was unanimously carried that a New Year's Day Sports be held at Methven on New Year's Day. An influential committee was elected to carry out the arrangements in connection with the popular yearly gathering. bbox=[549, 540, 678, 625]
funerals-sub: CHEAPLY & COMPLETELY FURNISHED bbox=[24, 955, 128, 970]
wanted-ad-8 bbox=[153, 236, 288, 283]
post-robbery-heading: Post Office Robbery. bbox=[1010, 853, 1067, 861]
reuters-copyright: [REUTER'S TELEGRAMS—COPYRIGHT.] bbox=[986, 192, 1091, 207]
auction-body: SATURDAY, NOVEMBER 11. Matson, Cox, and Co., at Tattersall's, Burnett street — Produce, &c.; 11 o'clock. Mr W. F. Allen, at his rooms, Burnett street — Horses, Pigs, Poultry, General Produce, &c.; 11.30 a.m. Mr T. Bullock, at the Bazaar — Horses; 1.30 p.m. Mr Alfred Harrison, at his yards — Horses, Pigs, Produce, &c.; 12 noon. MONDAY, NOVEMBER 13. Messrs J. Davies and Co., at their rooms, Ruakaka—Lease of Store Sites, at Rakaia Station. TUESDAY, NOVEMBER 14. Matson, Cox and Co., at the Tinwald Yards—Stock. bbox=[8, 276, 144, 368]
great-sale: GREAT SALE OF A LARGE SALVAGE STOCK OF bbox=[23, 672, 129, 691]
wanted-text: WANTED EVERYBODY to know that HAYES AND CO.'s is the Cheapest House in Town for CLOTHING and DRAPERY. bbox=[153, 171, 288, 193]
no-clue-body: It has been ascertained that the value of the contents of the registered mail bag stolen on Monday night from the Post Office was £700. The police are still without any clue to the perpetrators of the robbery. bbox=[971, 1005, 1106, 1048]
news-item: SELLING LIQUOR WITHOUT A LICENSE.—At the Dunedin Police Court yesterday H. G. Bennett was fined for selling liquor without a license. bbox=[687, 415, 820, 444]
news-item: DUNEDIN TRAMWAYS.—The prospectus of the company to take over the Dunedin tramways has been issued. The capital is £100,000, in £1 shares, of which it is proposed to call up only about one-third. The directors are to be elected at the first general meeting. bbox=[687, 260, 820, 310]
later-body: The Carbine Challenge match was finished this morning, with the following result:—Thames Navals, 309; Wellington Artillery, 343; Wellington Navals, 332; Waiwhi Light Horse, 236. The first six teams take the Carbine Cup and £50, the second £20, the third £40, and the fourth £10. bbox=[971, 99, 1106, 156]
tucker-restell-sig: TUCKER, RESTELL & CO. bbox=[307, 152, 412, 162]
leader-title: The Success of the New Liberal Policy of England. bbox=[436, 428, 535, 447]
news-item: ROUND THE WORLD.—Mr Blundell, the well-known traveller, has completed his tour. bbox=[687, 556, 820, 578]
